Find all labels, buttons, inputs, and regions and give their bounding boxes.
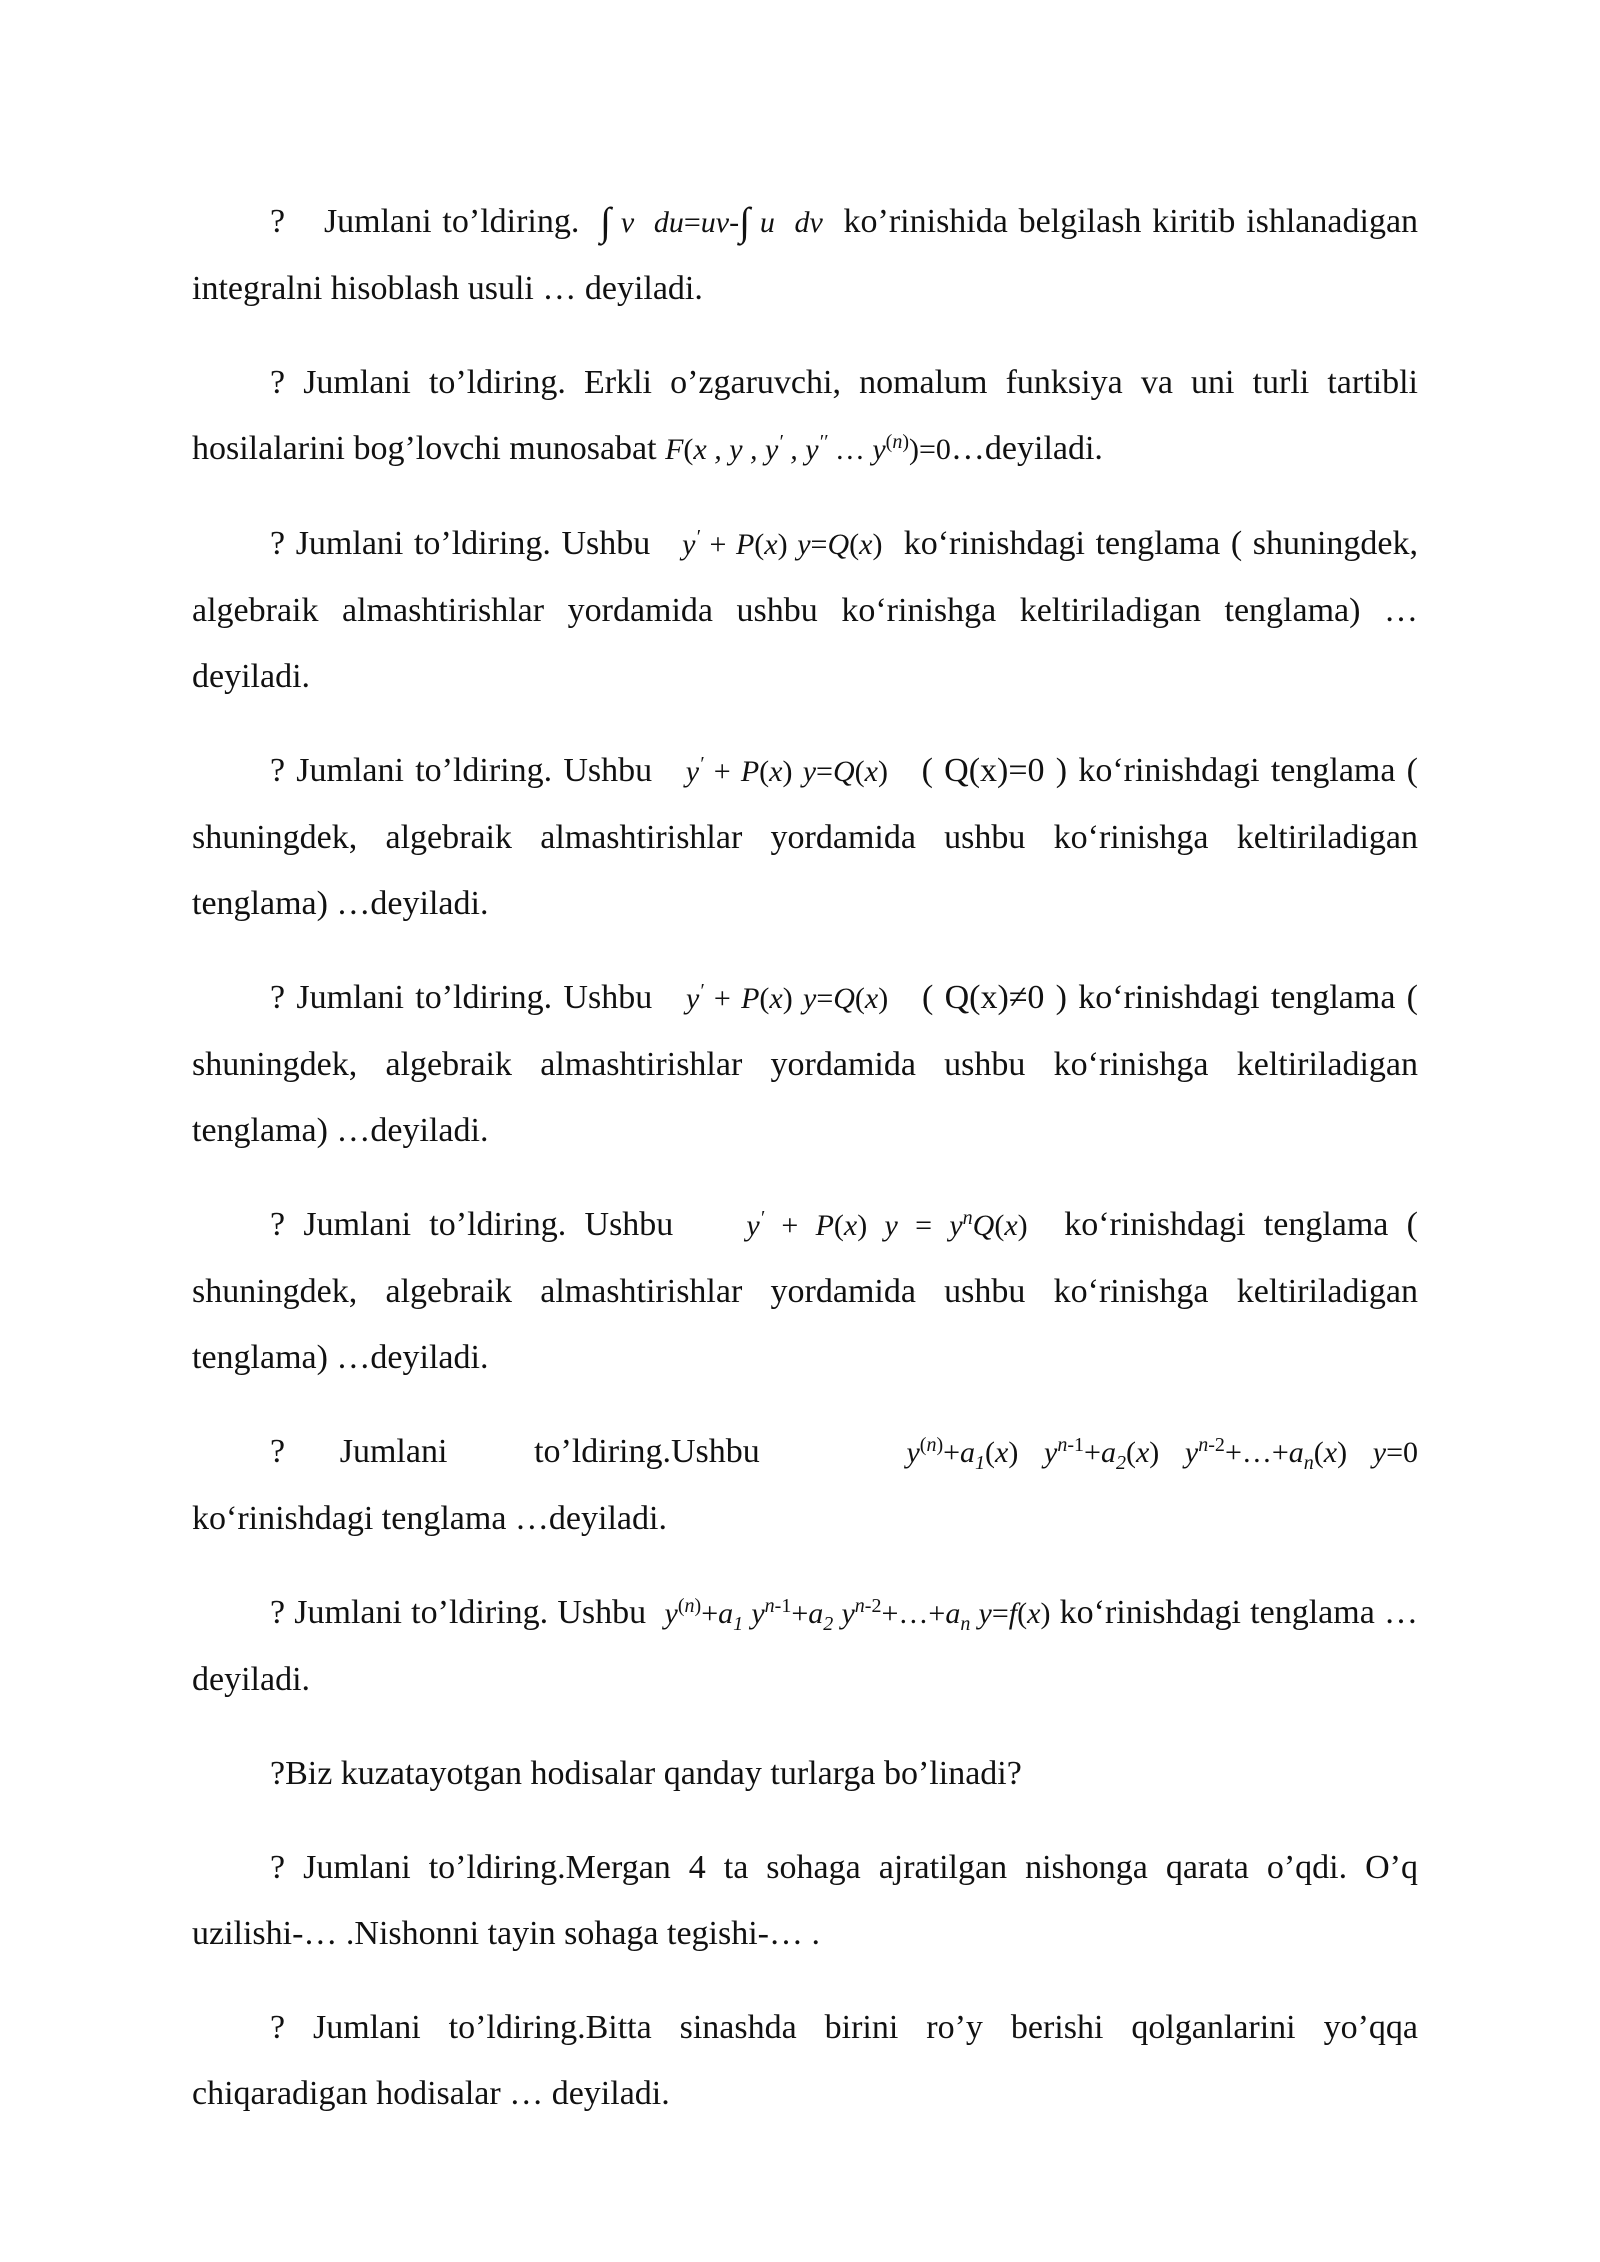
question-9 <box>192 1741 1418 1807</box>
condition-text: ( Q(x)≠0 ) <box>922 979 1068 1016</box>
question-rest: ko’rinishida belgilash kiritib ishlanadigan integralni hisoblash usuli … deyiladi. <box>192 203 1419 307</box>
document-page <box>192 186 1418 2155</box>
question-lead: ? Jumlani to’ldiring. Erkli o’zgaruvchi, nomalum funksiya va uni turli tartibli hosilalarini bog’lovchi munosabat <box>192 364 1418 467</box>
question-11 <box>192 1995 1418 2127</box>
formula-integration-by-parts: ∫ v du=uv-∫ u dv <box>600 199 833 244</box>
question-lead: ? Jumlani to’ldiring. Ushbu <box>270 979 653 1016</box>
question-2 <box>192 350 1418 483</box>
question-rest: ko‘rinishdagi tenglama ( shuningdek, algebraik almashtirishlar yordamida ushbu ko‘rinishga keltiriladigan tenglama) …deyiladi. <box>192 979 1419 1149</box>
question-8 <box>192 1580 1418 1713</box>
question-rest: ko‘rinishdagi tenglama …deyiladi. <box>192 1594 1418 1698</box>
formula-general-ode: F(x , y , y′ , y′′ … $y^{(n)})=0$ <box>665 431 951 466</box>
question-text: ? Jumlani to’ldiring.Bitta sinashda birini ro’y berishi qolganlarini yo’qqa chiqaradigan hodisalar … deyiladi. <box>192 2009 1418 2112</box>
formula-homogeneous-linear-ode: $y^{(n)}+a_1(x)$ $y^{n-1}+a_2(x)$ $y^{n-2}+\dots+a_n(x)$ y=0 <box>906 1434 1419 1474</box>
question-1 <box>192 186 1418 322</box>
question-5 <box>192 965 1418 1164</box>
question-rest: ko‘rinishdagi tenglama …deyiladi. <box>192 1500 667 1537</box>
question-7 <box>192 1419 1418 1552</box>
question-lead: ? Jumlani to’ldiring. Ushbu <box>270 752 653 789</box>
question-6 <box>192 1192 1418 1391</box>
condition-text: ( Q(x)=0 ) <box>921 752 1068 789</box>
question-lead: to’ldiring.Ushbu <box>534 1433 760 1470</box>
question-mark: ? <box>270 203 286 240</box>
question-text: ? Jumlani to’ldiring.Mergan 4 ta sohaga ajratilgan nishonga qarata o’qdi. O’q uzilishi-… .Nishonni tayin sohaga tegishi-… . <box>192 1849 1418 1952</box>
formula-linear-ode: y′ + P(x) y=Q(x) <box>685 753 888 788</box>
question-3 <box>192 511 1418 710</box>
question-10 <box>192 1835 1418 1967</box>
formula-bernoulli-ode: y′ + P(x) $y = y^nQ(x)$ <box>746 1207 1028 1242</box>
question-lead: Jumlani <box>339 1433 448 1470</box>
question-mark: ? <box>270 1433 286 1470</box>
question-lead: ? Jumlani to’ldiring. Ushbu <box>270 1594 647 1631</box>
question-rest: ko‘rinishdagi tenglama ( shuningdek, algebraik almashtirishlar yordamida ushbu ko‘rinishga keltiriladigan tenglama) …deyiladi. <box>192 752 1418 922</box>
question-lead: ? Jumlani to’ldiring. Ushbu <box>270 1206 674 1243</box>
question-rest: ko‘rinishdagi tenglama ( shuningdek, algebraik almashtirishlar yordamida ushbu ko‘rinishga keltiriladigan tenglama) …deyiladi. <box>192 525 1419 695</box>
question-rest: …deyiladi. <box>950 430 1103 467</box>
formula-nonhomogeneous-linear-ode: $y^{(n)}+a_1$ $y^{n-1}+a_2$ $y^{n-2}+\dots+a_n$ y=f(x) <box>664 1595 1051 1635</box>
question-rest: ko‘rinishdagi tenglama ( shuningdek, algebraik almashtirishlar yordamida ushbu ko‘rinishga keltiriladigan tenglama) …deyiladi. <box>192 1206 1418 1376</box>
question-lead: Jumlani to’ldiring. <box>323 203 580 240</box>
question-text: ?Biz kuzatayotgan hodisalar qanday turlarga bo’linadi? <box>270 1755 1022 1792</box>
formula-linear-ode: y′ + P(x) y=Q(x) <box>682 526 883 561</box>
question-4 <box>192 738 1418 937</box>
formula-linear-ode: y′ + P(x) y=Q(x) <box>685 980 889 1015</box>
question-lead: ? Jumlani to’ldiring. Ushbu <box>270 525 651 562</box>
